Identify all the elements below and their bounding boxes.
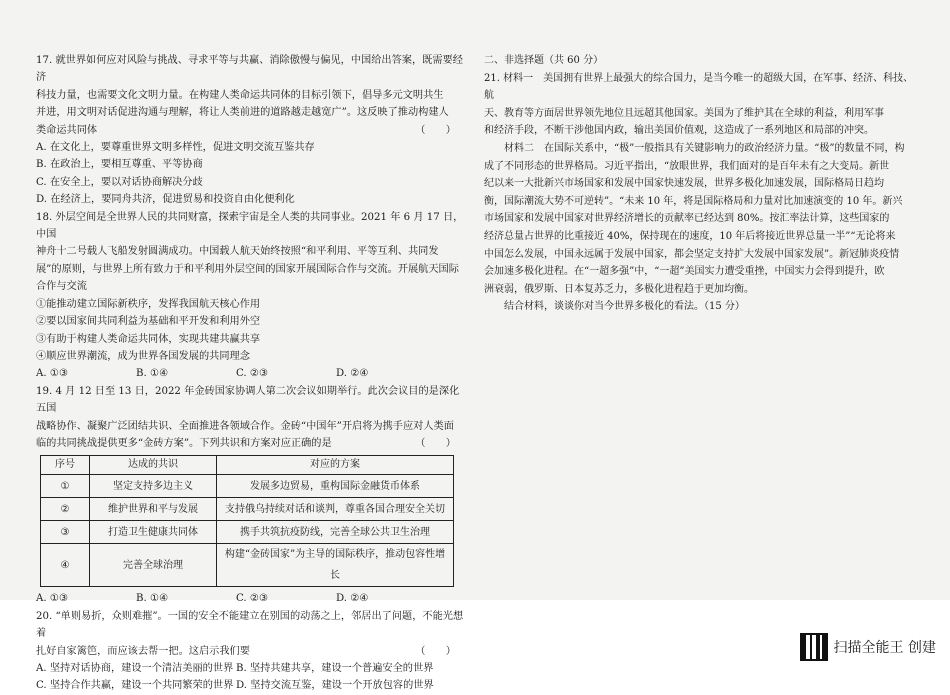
q17-option-c: C. 在安全上，要以对话协商解决分歧 xyxy=(36,176,203,188)
q17-option-b: B. 在政治上，要相互尊重、平等协商 xyxy=(36,159,203,171)
table-cell: ② xyxy=(41,498,90,521)
table-cell: 坚定支持多边主义 xyxy=(90,475,217,498)
q19-option-c: C. ②③ xyxy=(236,593,269,605)
table-cell: 发展多边贸易，重构国际金融货币体系 xyxy=(217,475,454,498)
q18-item: ③有助于构建人类命运共同体，实现共建共赢共享 xyxy=(36,333,261,345)
q18-option-c: C. ②③ xyxy=(236,368,269,380)
q18-line: 18. 外层空间是全世界人民的共同财富，探索宇宙是全人类的共同事业。2021 年 6 月 17 日，中国 xyxy=(36,211,464,241)
q21-line: 21. 材料一 美国拥有世界上最强大的综合国力，是当今唯一的超级大国，在军事、经济、科技、航 xyxy=(484,72,914,102)
q17-line xyxy=(36,122,466,139)
question-17 xyxy=(36,52,466,209)
q21-line: 经济总量占世界的比重接近 40%，保持现在的速度，10 年后将接近世界总量一半”“无论将来 xyxy=(484,230,896,242)
table-cell: 打造卫生健康共同体 xyxy=(90,521,217,544)
table-cell: 携手共筑抗疫防线，完善全球公共卫生治理 xyxy=(217,521,454,544)
consensus-table xyxy=(40,455,454,587)
answer-paren: （ ） xyxy=(415,124,456,136)
q21-line: 中国怎么发展，中国永远属于发展中国家，都会坚定支持扩大发展中国家发展”。新冠肺炎疫情 xyxy=(484,248,900,260)
table-header: 达成的共识 xyxy=(90,456,217,475)
table-cell: 支持俄乌持续对话和谈判，尊重各国合理安全关切 xyxy=(217,498,454,521)
watermark-text: 扫描全能王 创建 xyxy=(833,640,936,656)
q17-line: 科技力量，也需要文化文明力量。在构建人类命运共同体的目标引领下，倡导多元文明共生 xyxy=(36,89,444,101)
q19-line: 19. 4 月 12 日至 13 日，2022 年金砖国家协调人第二次会议如期举行。此次会议目的是深化五国 xyxy=(36,385,460,415)
q19-options xyxy=(36,590,466,607)
q18-options xyxy=(36,365,466,382)
table-cell: ③ xyxy=(41,521,90,544)
q17-line: 17. 就世界如何应对风险与挑战、寻求平等与共赢、消除傲慢与偏见，中国给出答案，既需要经济 xyxy=(36,55,463,84)
question-19 xyxy=(36,383,466,608)
q20-options-row1 xyxy=(36,660,466,677)
question-20 xyxy=(36,608,466,695)
q17-line-text: 类命运共同体 xyxy=(36,124,98,136)
q21-line: 成了不同形态的世界格局。习近平指出，“放眼世界，我们面对的是百年未有之大变局。新世 xyxy=(484,160,890,172)
q19-line-text: 临的共同挑战提供更多“金砖方案”。下列共识和方案对应正确的是 xyxy=(36,437,332,449)
table-row xyxy=(41,521,454,544)
q19-option-b: B. ①④ xyxy=(136,593,169,605)
q19-option-a: A. ①③ xyxy=(36,593,69,605)
question-18 xyxy=(36,209,466,383)
q20-option-b: B. 坚持共建共享，建设一个普遍安全的世界 xyxy=(236,662,434,674)
q21-line: 和经济手段，不断干涉他国内政，输出美国价值观，这造成了一系列地区和局部的冲突。 xyxy=(484,125,874,137)
q21-line: 天、教育等方面居世界领先地位且远超其他国家。美国为了维护其在全球的利益，利用军事 xyxy=(484,107,884,119)
table-cell: ④ xyxy=(41,544,90,587)
table-row xyxy=(41,498,454,521)
q18-line: 神舟十二号载人飞船发射圆满成功。中国载人航天始终按照“和平利用、平等互利、共同发 xyxy=(36,246,439,258)
q18-option-d: D. ②④ xyxy=(336,368,369,380)
q18-item: ④顺应世界潮流，成为世界各国发展的共同理念 xyxy=(36,350,250,362)
q20-option-a: A. 坚持对话协商，建设一个清洁美丽的世界 xyxy=(36,662,234,674)
qr-code-icon xyxy=(800,633,828,661)
q21-prompt: 结合材料，谈谈你对当今世界多极化的看法。（15 分） xyxy=(484,301,745,313)
q21-line: 市场国家和发展中国家对世界经济增长的贡献率已经达到 80%。按汇率法计算，这些国家的 xyxy=(484,213,890,225)
q17-line: 并进，用文明对话促进沟通与理解，将让人类前进的道路越走越宽广”。这反映了推动构建人 xyxy=(36,107,449,119)
table-cell: ① xyxy=(41,475,90,498)
q18-item: ①能推动建立国际新秩序，发挥我国航天核心作用 xyxy=(36,298,261,310)
q20-line xyxy=(36,643,466,660)
q21-line: 洲衰弱，俄罗斯、日本复苏乏力，多极化进程趋于更加均衡。 xyxy=(484,283,754,295)
table-header: 对应的方案 xyxy=(217,456,454,475)
q17-option-a: A. 在文化上，要尊重世界文明多样性，促进文明交流互鉴共存 xyxy=(36,142,315,154)
q20-line: 20. “单则易折，众则难摧”。一国的安全不能建立在别国的动荡之上，邻居出了问题，不能光想着 xyxy=(36,610,464,640)
table-cell: 完善全球治理 xyxy=(90,544,217,587)
q19-line: 战略协作、凝聚广泛团结共识、全面推进各领域合作。金砖“中国年”开启将为携手应对人类面 xyxy=(36,420,454,432)
q19-option-d: D. ②④ xyxy=(336,593,369,605)
q18-item: ②要以国家间共同利益为基础和平开发和利用外空 xyxy=(36,316,261,328)
q18-line: 合作与交流 xyxy=(36,281,87,293)
question-21 xyxy=(484,70,916,316)
table-cell: 维护世界和平与发展 xyxy=(90,498,217,521)
table-header: 序号 xyxy=(41,456,90,475)
q18-option-a: A. ①③ xyxy=(36,368,69,380)
q19-line xyxy=(36,435,466,452)
left-column xyxy=(36,52,466,695)
q21-line: 衡，国际潮流大势不可逆转”。“未来 10 年，将是国际格局和力量对比加速演变的 10 年。新兴 xyxy=(484,195,903,207)
q18-line: 展”的原则，与世界上所有致力于和平利用外层空间的国家开展国际合作与交流。开展航天国际 xyxy=(36,263,459,275)
section-title: 二、非选择题（共 60 分） xyxy=(484,55,604,66)
table-row xyxy=(41,475,454,498)
q21-line: 材料二 在国际关系中，“极”一般指具有关键影响力的政治经济力量。“极”的数量不同，构 xyxy=(484,142,905,154)
table-row xyxy=(41,544,454,587)
q17-option-d: D. 在经济上，要同舟共济，促进贸易和投资自由化便利化 xyxy=(36,194,295,206)
q20-option-d: D. 坚持交流互鉴，建设一个开放包容的世界 xyxy=(236,680,434,692)
table-header-row xyxy=(41,456,454,475)
q20-line-text: 扎好自家篱笆，而应该去帮一把。这启示我们要 xyxy=(36,645,250,657)
q20-options-row2 xyxy=(36,677,466,694)
right-column xyxy=(484,52,916,316)
q20-option-c: C. 坚持合作共赢，建设一个共同繁荣的世界 xyxy=(36,680,234,692)
q18-option-b: B. ①④ xyxy=(136,368,169,380)
scanner-watermark xyxy=(800,632,936,662)
q21-line: 纪以来一大批新兴市场国家和发展中国家快速发展，世界多极化加速发展，国际格局日趋均 xyxy=(484,178,884,190)
table-cell: 构建“金砖国家”为主导的国际秩序，推动包容性增长 xyxy=(217,544,454,587)
q21-line: 会加速多极化进程。在“一超多强”中，“一超”美国实力遭受重挫，中国实力会得到提升，欧 xyxy=(484,266,885,278)
answer-paren: （ ） xyxy=(415,437,456,449)
answer-paren: （ ） xyxy=(415,645,456,657)
